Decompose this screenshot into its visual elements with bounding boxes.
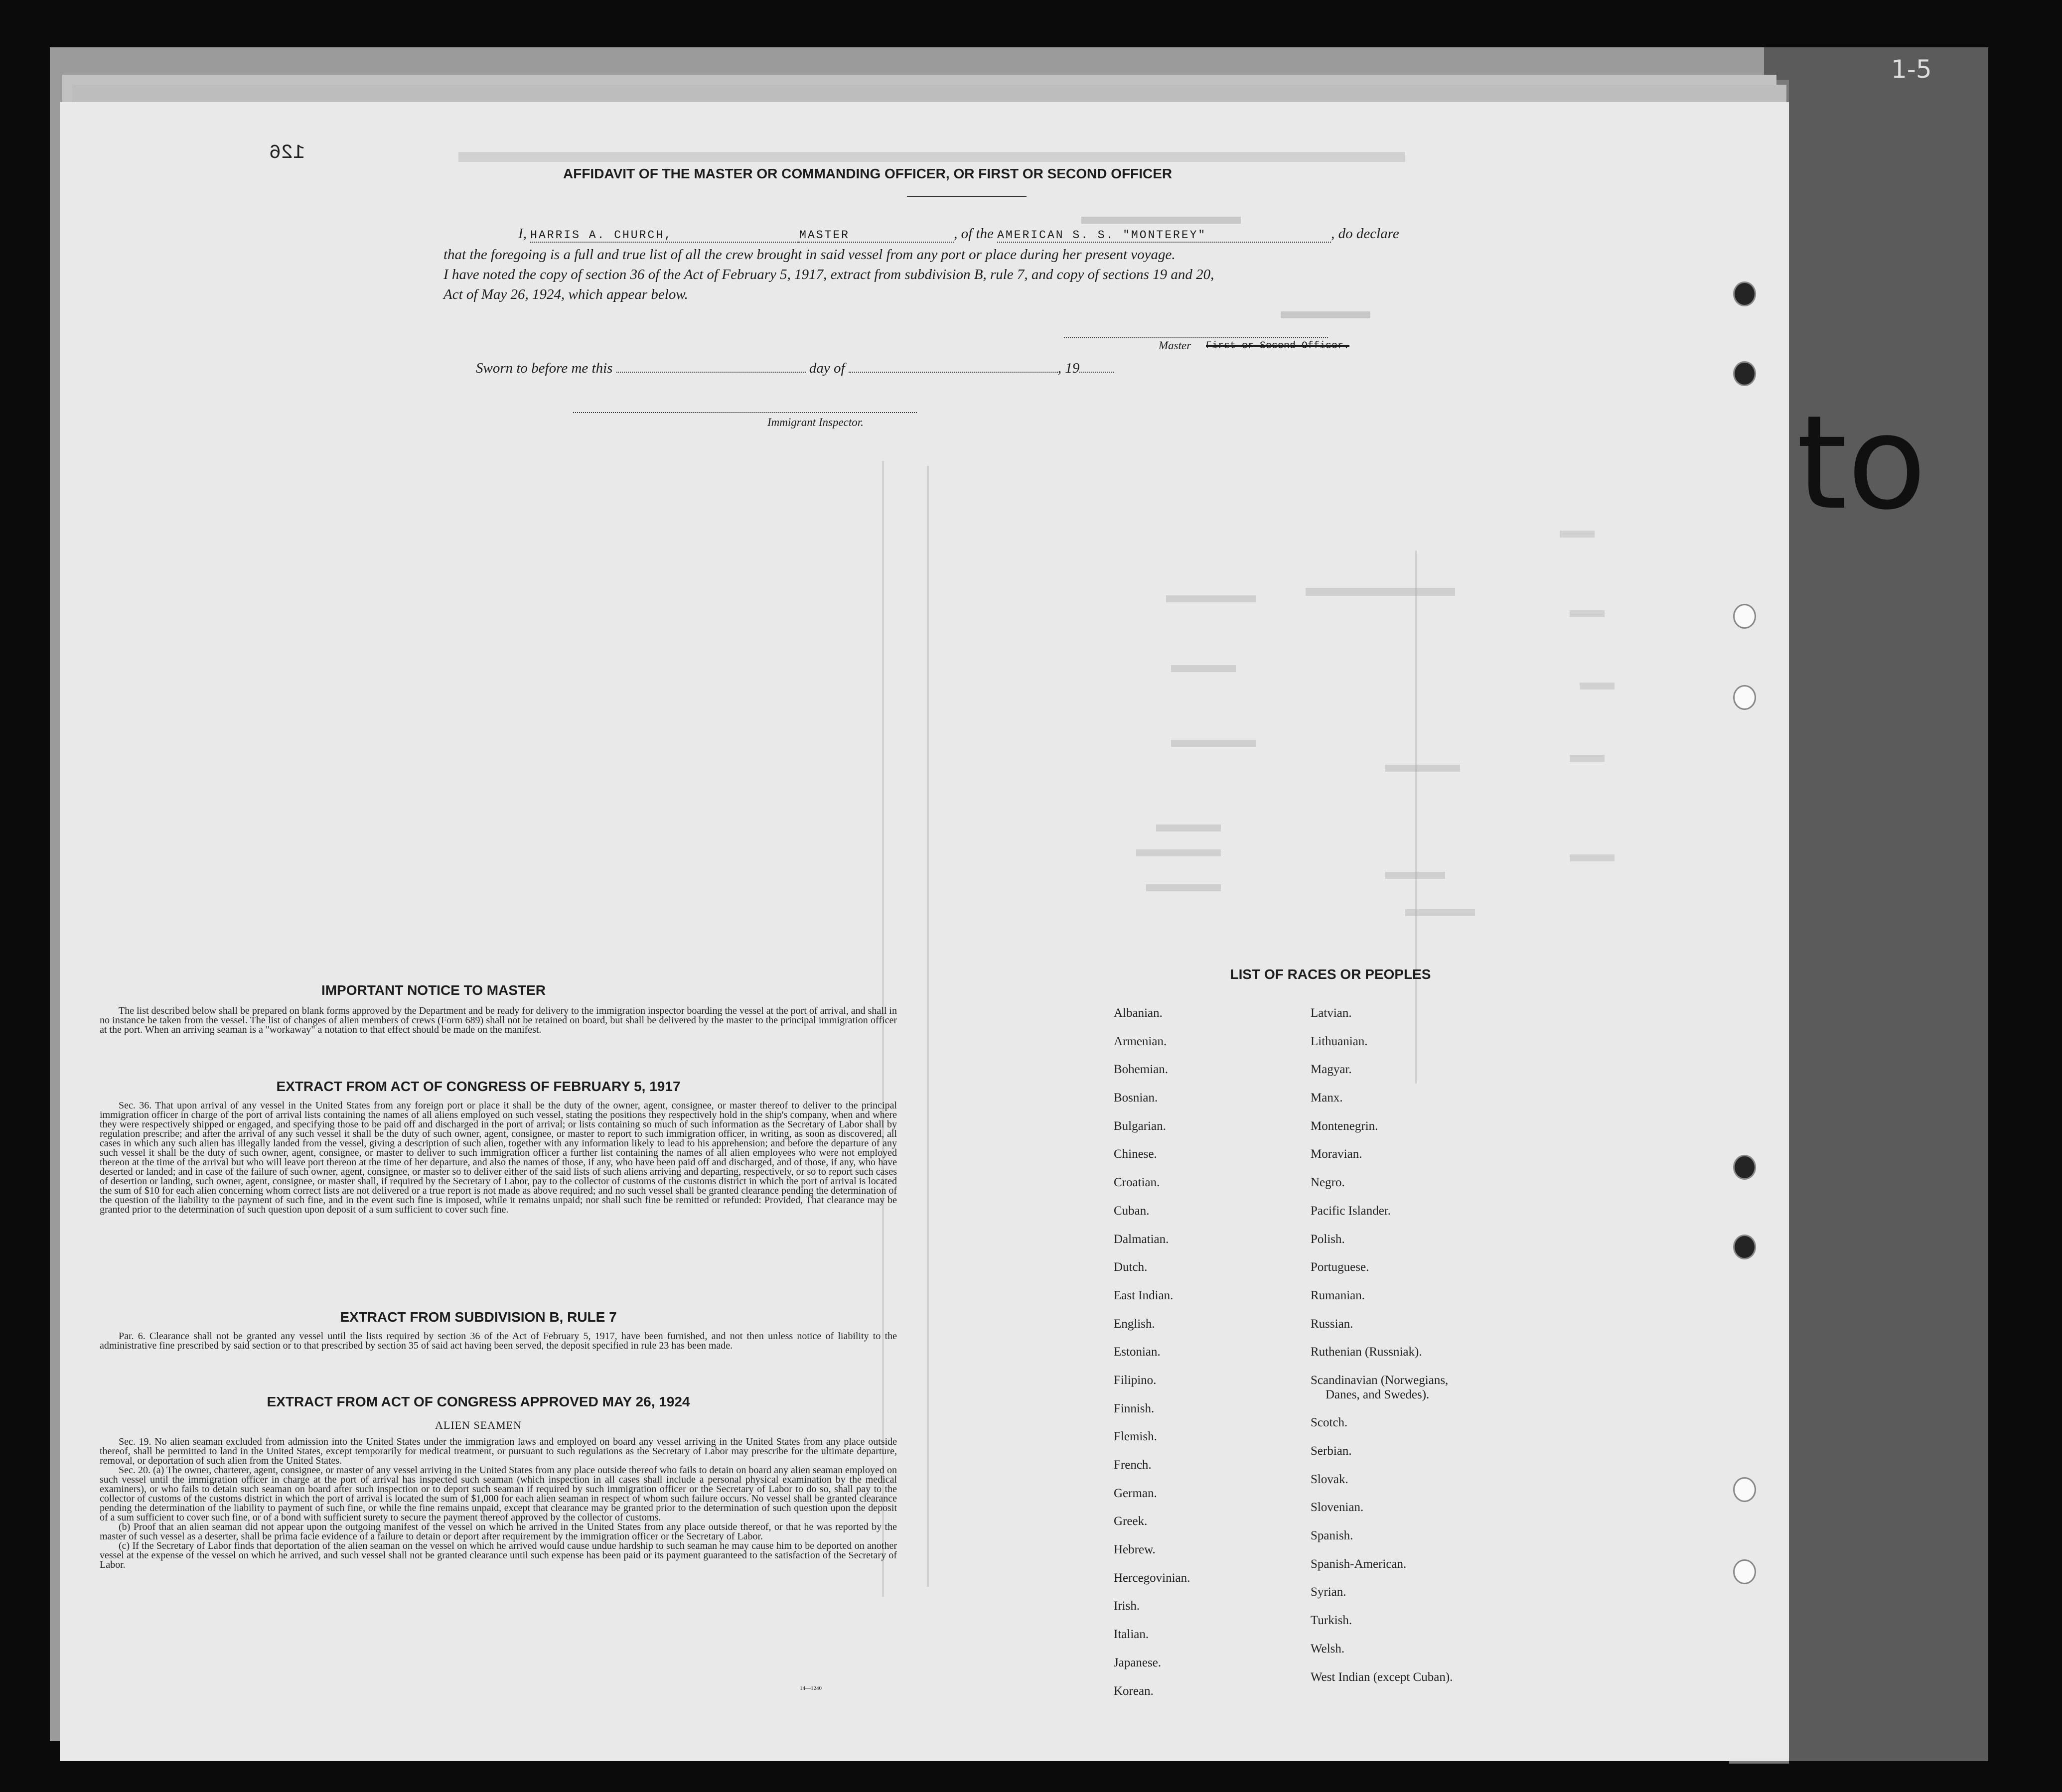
race-item: Greek. [1114, 1515, 1148, 1528]
race-item: Turkish. [1311, 1614, 1352, 1628]
race-item: Negro. [1311, 1176, 1345, 1190]
section-19-paragraph: Sec. 19. No alien seaman excluded from admission into the United States under the immigration laws and employed on board any vessel arriving in the United States from any place outside thereof, shall be permitted to land in the United States, except temporarily for medical treatment, or pursuant to such regulations as the Secretary of Labor may prescribe for the ultimate departure, removal, or deportation of such alien from the United States. [100, 1436, 897, 1466]
race-item: Russian. [1311, 1317, 1353, 1331]
section-36-paragraph: Sec. 36. That upon arrival of any vessel in the United States from any foreign port or place it shall be the duty of the owner, agent, consignee, or master thereof to deliver to the principal immigration officer in charge of the port of arrival lists containing the names of all aliens employed on such vessel, stating the positions they respectively hold in the ship's company, when and where they were respectively shipped or engaged, and specifying those to be paid off and discharged in the port of arrival; or lists containing so much of such information as the Secretary of Labor shall by regulation prescribe; and after the arrival of any such vessel it shall be the duty of such owner, agent, consignee, or master to report to such immigration officer, in writing, as soon as discovered, all cases in which any such alien has illegally landed from the vessel, giving a description of such alien, together with any information likely to lead to his apprehension; and before the departure of any such vessel it shall be the duty of such owner, agent, consignee, or master to deliver to such immigration officer a further list containing the names of all alien employees who were not employed thereon at the time of the arrival but who will leave port thereon at the time of her departure, and also the names of those, if any, who have been paid off and discharged, and of those, if any, who have deserted or landed; and in case of the failure of such owner, agent, consignee, or master so to deliver either of the said lists of such aliens arriving and departing, respectively, or so to report such cases of desertion or landing, such owner, agent, consignee, or master shall, if required by the Secretary of Labor, pay to the collector of customs of the customs district in which the port of arrival is located the sum of $10 for each alien concerning whom correct lists are not delivered or a true report is not made as above required; and no such vessel shall be granted clearance pending the determination of the question of the liability to the payment of such fine, and in the event such fine is imposed, while it remains unpaid; nor shall such fine be remitted or refunded: Provided, That clearance may be granted prior to the determination of such question upon deposit of a sum sufficient to cover such fine. [100, 1100, 897, 1215]
race-item: Moravian. [1311, 1147, 1362, 1161]
race-item: Bulgarian. [1114, 1119, 1166, 1133]
race-item: Scandinavian (Norwegians, [1311, 1373, 1449, 1387]
sworn-day-of: day of [809, 360, 845, 376]
affidavit-line3: I have noted the copy of section 36 of the Act of February 5, 1917, extract from subdivision B, rule 7, and copy of sections 19 and 20, [443, 267, 1214, 282]
notice-text [100, 1006, 897, 1046]
binder-hole [1733, 1477, 1756, 1502]
signature-label: Master [1159, 339, 1191, 352]
binder-hole [1733, 604, 1756, 629]
race-item: Irish. [1114, 1599, 1140, 1613]
race-item: Pacific Islander. [1311, 1204, 1391, 1218]
struck-officer-text: First or Second Officer. [1206, 340, 1350, 352]
affidavit-line1 [518, 226, 1399, 243]
inspector-label: Immigrant Inspector. [767, 416, 864, 428]
race-item: Dutch. [1114, 1260, 1148, 1274]
binder-hole [1733, 1559, 1756, 1584]
race-item: Ruthenian (Russniak). [1311, 1345, 1422, 1359]
race-item: Manx. [1311, 1091, 1343, 1105]
binder-hole [1733, 1235, 1756, 1259]
race-item: East Indian. [1114, 1288, 1174, 1302]
line1-suffix: , do declare [1331, 226, 1399, 242]
race-item: Lithuanian. [1311, 1034, 1368, 1048]
race-item: Chinese. [1114, 1147, 1157, 1161]
binder-hole [1733, 281, 1756, 306]
race-item: Flemish. [1114, 1430, 1157, 1444]
extract-1917-title: EXTRACT FROM ACT OF CONGRESS OF FEBRUARY 5, 1917 [276, 1079, 681, 1094]
race-item: Italian. [1114, 1628, 1149, 1642]
race-item: Filipino. [1114, 1373, 1157, 1387]
race-item: Hebrew. [1114, 1543, 1156, 1557]
race-item: West Indian (except Cuban). [1311, 1670, 1453, 1684]
rule-7-paragraph: Par. 6. Clearance shall not be granted any vessel until the lists required by section 36 of the Act of February 5, 1917, have been furnished, and not then unless notice of liability to the administrative fine prescribed by said section or to that prescribed by section 35 of said act having been served, the deposit specified in rule 23 has been made. [100, 1331, 897, 1351]
race-item: Montenegrin. [1311, 1119, 1378, 1133]
binder-hole [1733, 361, 1756, 386]
sworn-year-blank[interactable] [1079, 372, 1114, 373]
race-item: Bosnian. [1114, 1091, 1158, 1105]
sworn-year: , 19 [1057, 360, 1080, 376]
line1-prefix: I, [518, 226, 527, 242]
race-item: Scotch. [1311, 1416, 1348, 1430]
extract-1924-title: EXTRACT FROM ACT OF CONGRESS APPROVED MAY 26, 1924 [267, 1394, 690, 1409]
races-column-1 [1114, 1006, 1190, 1712]
race-item: Finnish. [1114, 1401, 1155, 1415]
notice-paragraph: The list described below shall be prepared on blank forms approved by the Department and be ready for delivery to the immigration inspector boarding the vessel at the port of arrival, and shall in no instance be taken from the vessel. The list of changes of alien members of crews (Form 689) shall not be retained on board, but shall be delivered by the master to the principal immigration officer at the port. When an arriving seaman is a "workaway" a notation to that effect should be made on the manifest. [100, 1005, 897, 1035]
handwritten-word: to [1796, 388, 1927, 539]
affidavit-line4: Act of May 26, 1924, which appear below. [443, 286, 688, 302]
page-number: 126 [269, 142, 305, 164]
races-column-2 [1311, 1006, 1453, 1698]
race-item: Armenian. [1114, 1034, 1167, 1048]
section-20b-paragraph: (b) Proof that an alien seaman did not appear upon the outgoing manifest of the vessel on which he arrived in the United States from any place outside thereof, or that he was reported by the master of such vessel as a deserter, shall be prima facie evidence of a failure to detain or deport after requirement by the immigration officer or the Secretary of Labor. [100, 1521, 897, 1542]
title-rule [907, 196, 1027, 197]
section-20c-paragraph: (c) If the Secretary of Labor finds that deportation of the alien seaman on the vessel on which he arrived would cause undue hardship to such seaman he may cause him to be deported on another vessel at the expense of the vessel on which he arrived, and such vessel shall not be granted clearance until such expense has been paid or its payment guaranteed to the satisfaction of the Secretary of Labor. [100, 1540, 897, 1570]
sworn-day-blank[interactable] [616, 372, 806, 373]
race-item: Serbian. [1311, 1444, 1352, 1458]
race-item: Rumanian. [1311, 1288, 1365, 1302]
race-item: French. [1114, 1458, 1152, 1472]
rule-7-text [100, 1332, 897, 1367]
race-item: Slovenian. [1311, 1501, 1364, 1515]
race-item: Bohemian. [1114, 1063, 1169, 1077]
rule-7-title: EXTRACT FROM SUBDIVISION B, RULE 7 [340, 1309, 617, 1325]
line1-of-the: , of the [954, 226, 994, 242]
extract-1924-text [100, 1437, 897, 1656]
officer-name: HARRIS A. CHURCH, [530, 229, 799, 243]
race-item: Croatian. [1114, 1176, 1160, 1190]
sworn-month-blank[interactable] [849, 372, 1058, 373]
race-item: Syrian. [1311, 1585, 1346, 1599]
race-item: Estonian. [1114, 1345, 1161, 1359]
inspector-line [573, 412, 917, 413]
binder-hole [1733, 1155, 1756, 1180]
affidavit-title: AFFIDAVIT OF THE MASTER OR COMMANDING OFFICER, OR FIRST OR SECOND OFFICER [563, 166, 1173, 181]
race-item: Cuban. [1114, 1204, 1150, 1218]
document-page [60, 102, 1789, 1761]
corner-mark: 1-5 [1891, 55, 1932, 84]
sworn-prefix: Sworn to before me this [476, 360, 613, 376]
race-item: Hercegovinian. [1114, 1571, 1190, 1585]
sworn-line [476, 360, 1114, 377]
alien-seamen-subtitle: ALIEN SEAMEN [435, 1419, 522, 1431]
notice-title: IMPORTANT NOTICE TO MASTER [321, 982, 546, 998]
race-item: English. [1114, 1317, 1155, 1331]
race-item: Magyar. [1311, 1063, 1352, 1077]
race-item: Welsh. [1311, 1642, 1345, 1655]
form-number: 14—1240 [800, 1685, 822, 1691]
signature-line [1064, 337, 1328, 338]
section-20a-paragraph: Sec. 20. (a) The owner, charterer, agent, consignee, or master of any vessel arriving in the United States from any place outside thereof who fails to detain on board any alien seaman employed on such vessel until the immigration officer in charge at the port of arrival has inspected such seaman (which inspection in all cases shall include a personal physical examination by the medical examiners), or who fails to detain such seaman on board after such inspection or to deport such seaman if required by such immigration officer or the Secretary of Labor to do so, shall pay to the collector of customs of the customs district in which the port of arrival is located the sum of $1,000 for each alien seaman in respect of whom such failure occurs. No vessel shall be granted clearance pending the determination of the liability to payment of such fine, or while the fine remains unpaid, except that clearance may be granted prior to the determination of such question upon the deposit of a sum sufficient to cover such fine, or of a bond with sufficient surety to secure the payment thereof approved by the collector of customs. [100, 1465, 897, 1523]
race-item: Danes, and Swedes). [1326, 1387, 1430, 1401]
vessel-name: AMERICAN S. S. "MONTEREY" [997, 229, 1331, 243]
race-item: Albanian. [1114, 1006, 1163, 1020]
race-item: Spanish. [1311, 1529, 1353, 1543]
race-item: Slovak. [1311, 1472, 1348, 1486]
affidavit-line2: that the foregoing is a full and true list of all the crew brought in said vessel from any port or place during her present voyage. [443, 247, 1176, 263]
race-item: Latvian. [1311, 1006, 1352, 1020]
binder-hole [1733, 685, 1756, 710]
race-item: Japanese. [1114, 1655, 1162, 1669]
race-item: Dalmatian. [1114, 1232, 1169, 1246]
race-item: Spanish-American. [1311, 1557, 1407, 1571]
races-title: LIST OF RACES OR PEOPLES [1230, 966, 1431, 982]
officer-rank: MASTER [799, 229, 954, 243]
race-item: German. [1114, 1486, 1157, 1500]
race-item: Portuguese. [1311, 1260, 1369, 1274]
race-item: Korean. [1114, 1684, 1154, 1698]
race-item: Polish. [1311, 1232, 1345, 1246]
extract-1917-text [100, 1101, 897, 1280]
back-sheet-gray [1759, 47, 1988, 1761]
